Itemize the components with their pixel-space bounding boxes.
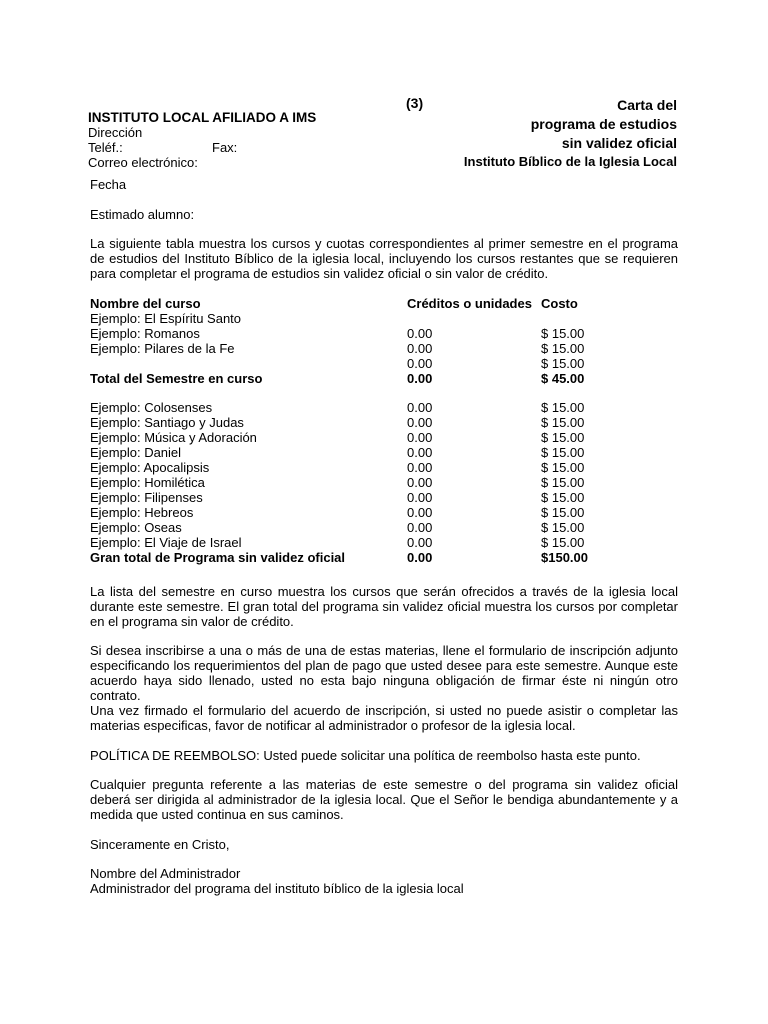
course-name: Ejemplo: Filipenses (90, 490, 203, 505)
paragraph-notification: Una vez firmado el formulario del acuerdo de inscripción, si usted no puede asistir o completar las materias especificas, favor de notificar al administrador o profesor de la iglesia local. (90, 703, 678, 733)
table-row (90, 475, 621, 490)
course-credits: 0.00 (407, 475, 433, 490)
course-name: Ejemplo: Pilares de la Fe (90, 341, 235, 356)
table-row (90, 445, 621, 460)
course-credits: 0.00 (407, 430, 433, 445)
spacer-cell (90, 386, 407, 400)
course-cost (541, 311, 621, 326)
course-cost: $ 15.00 (541, 400, 585, 415)
course-name: Ejemplo: El Espíritu Santo (90, 311, 242, 326)
phone-fax-row (88, 140, 238, 155)
title-line-1: Carta del (617, 97, 677, 113)
course-cost: $ 15.00 (541, 445, 585, 460)
course-credits: 0.00 (407, 505, 433, 520)
course-credits: 0.00 (407, 520, 433, 535)
course-name: Ejemplo: Música y Adoración (90, 430, 257, 445)
course-cost: $ 15.00 (541, 535, 585, 550)
course-cost: $ 15.00 (541, 475, 585, 490)
table-row (90, 430, 621, 445)
course-credits: 0.00 (407, 490, 433, 505)
course-name: Ejemplo: Homilética (90, 475, 205, 490)
course-name: Ejemplo: Santiago y Judas (90, 415, 244, 430)
title-line-3: sin validez oficial (561, 135, 677, 151)
table-row (90, 415, 621, 430)
course-cost: $ 15.00 (541, 505, 585, 520)
course-credits: 0.00 (407, 400, 433, 415)
course-name: Ejemplo: El Viaje de Israel (90, 535, 242, 550)
table-row (90, 326, 621, 341)
grand-total-cost: $150.00 (541, 550, 588, 565)
course-credits (407, 311, 541, 326)
table-row (90, 356, 621, 371)
course-cost: $ 15.00 (541, 490, 585, 505)
paragraph-enrollment: Si desea inscribirse a una o más de una de estas materias, llene el formulario de inscripción adjunto especificando los requerimientos del plan de pago que usted desee para este semestre. Aunque este acuerdo haya sido llenado, usted no esta bajo ninguna obligación de firmar éste ni ningún otro contrato. (90, 643, 678, 703)
paragraph-semester-list: La lista del semestre en curso muestra los cursos que serán ofrecidos a través de la iglesia local durante este semestre. El gran total del programa sin validez oficial muestra los cursos por completar en el programa sin valor de crédito. (90, 584, 678, 629)
course-name: Ejemplo: Romanos (90, 326, 200, 341)
table-row (90, 460, 621, 475)
semester-total-label: Total del Semestre en curso (90, 371, 263, 386)
table-row (90, 520, 621, 535)
table-row (90, 535, 621, 550)
course-table (90, 296, 621, 565)
title-line-2: programa de estudios (530, 116, 677, 132)
table-row (90, 400, 621, 415)
grand-total-label: Gran total de Programa sin validez oficial (90, 550, 346, 565)
course-name: Ejemplo: Colosenses (90, 400, 213, 415)
table-row (90, 341, 621, 356)
semester-total-credits: 0.00 (407, 371, 433, 386)
course-name: Ejemplo: Daniel (90, 445, 182, 460)
course-cost: $ 15.00 (541, 341, 585, 356)
course-credits: 0.00 (407, 535, 433, 550)
grand-total-row (90, 550, 621, 565)
date-label: Fecha (90, 177, 127, 192)
course-credits: 0.00 (407, 356, 433, 371)
course-cost: $ 15.00 (541, 356, 585, 371)
header-cost: Costo (541, 296, 578, 311)
intro-paragraph: La siguiente tabla muestra los cursos y cuotas correspondientes al primer semestre en el programa de estudios del Instituto Bíblico de la iglesia local, incluyendo los cursos restantes que se requieren para completar el programa de estudios sin validez oficial o sin valor de crédito. (90, 236, 678, 281)
phone-label: Teléf.: (88, 140, 123, 155)
course-cost: $ 15.00 (541, 326, 585, 341)
course-name: Ejemplo: Oseas (90, 520, 182, 535)
table-spacer-row (90, 386, 621, 400)
paragraph-questions: Cualquier pregunta referente a las materias de este semestre o del programa sin validez oficial deberá ser dirigida al administrador de la iglesia local. Que el Señor le bendiga abundantemente y a medida que usted continua en sus caminos. (90, 777, 678, 822)
semester-total-row (90, 371, 621, 386)
institute-contact (88, 125, 238, 170)
semester-total-cost: $ 45.00 (541, 371, 585, 386)
table-row (90, 505, 621, 520)
table-header-row (90, 296, 621, 311)
course-cost: $ 15.00 (541, 415, 585, 430)
document-title (464, 96, 677, 170)
course-name: Ejemplo: Apocalipsis (90, 460, 210, 475)
closing: Sinceramente en Cristo, (90, 837, 230, 852)
grand-total-credits: 0.00 (407, 550, 433, 565)
course-name: Ejemplo: Hebreos (90, 505, 194, 520)
table-row (90, 490, 621, 505)
course-credits: 0.00 (407, 445, 433, 460)
course-cost: $ 15.00 (541, 460, 585, 475)
header-credits: Créditos o unidades (407, 296, 532, 311)
paragraph-refund-policy: POLÍTICA DE REEMBOLSO: Usted puede solicitar una política de reembolso hasta este punto. (90, 748, 641, 763)
course-name (90, 356, 407, 371)
course-credits: 0.00 (407, 460, 433, 475)
document-subtitle: Instituto Bíblico de la Iglesia Local (463, 154, 677, 169)
table-row (90, 311, 621, 326)
greeting: Estimado alumno: (90, 207, 195, 222)
header-course: Nombre del curso (90, 296, 201, 311)
address-label: Dirección (88, 125, 143, 140)
institute-name: INSTITUTO LOCAL AFILIADO A IMS (88, 110, 317, 125)
email-label: Correo electrónico: (88, 155, 198, 170)
course-credits: 0.00 (407, 326, 433, 341)
document-number: (3) (406, 95, 424, 111)
course-cost: $ 15.00 (541, 520, 585, 535)
spacer-cell (541, 386, 621, 400)
fax-label: Fax: (212, 140, 238, 155)
signature-name: Nombre del Administrador (90, 866, 241, 881)
signature-title: Administrador del programa del instituto bíblico de la iglesia local (90, 881, 464, 896)
course-credits: 0.00 (407, 415, 433, 430)
spacer-cell (407, 386, 541, 400)
course-credits: 0.00 (407, 341, 433, 356)
course-cost: $ 15.00 (541, 430, 585, 445)
